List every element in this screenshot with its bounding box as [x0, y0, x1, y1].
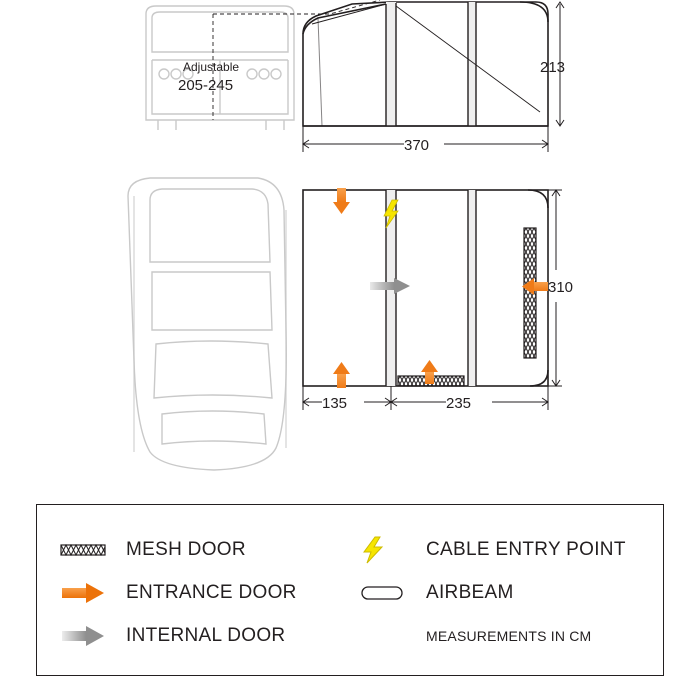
awning-plan-view: [303, 188, 548, 388]
legend-item-airbeam: [360, 580, 660, 606]
lightning-bolt-icon: [360, 537, 412, 563]
mesh-door-icon: [60, 537, 112, 563]
adjustable-label: Adjustable: [183, 60, 240, 74]
dimension-135-label: 135: [322, 395, 348, 412]
adjustable-range: 205-245: [178, 77, 234, 94]
entrance-door-arrow-bottom: [333, 362, 350, 388]
dimension-width-370-label: 370: [404, 137, 430, 154]
legend-label-cable-entry-point: CABLE ENTRY POINT: [426, 538, 626, 560]
orange-arrow-icon: [60, 580, 112, 606]
airbeam-icon: [360, 580, 412, 606]
legend-label-entrance-door: ENTRANCE DOOR: [126, 581, 297, 603]
vehicle-plan-view: [128, 178, 286, 470]
spacer-icon: [360, 623, 412, 649]
legend-label-mesh-door: MESH DOOR: [126, 538, 246, 560]
dimension-depth-310-label: 310: [548, 279, 574, 296]
legend-item-measurements-note: [360, 623, 660, 649]
legend-item-entrance-door: [60, 580, 360, 606]
grey-arrow-icon: [60, 623, 112, 649]
legend-grid: [60, 528, 660, 658]
legend-item-internal-door: [60, 623, 360, 649]
legend-item-cable-entry-point: [360, 537, 660, 563]
legend-item-mesh-door: [60, 537, 360, 563]
legend-label-airbeam: AIRBEAM: [426, 581, 514, 603]
legend-label-measurements-note: MEASUREMENTS IN CM: [426, 628, 592, 645]
legend-label-internal-door: INTERNAL DOOR: [126, 625, 286, 647]
entrance-door-arrow-top: [333, 188, 350, 214]
dimension-235-label: 235: [446, 395, 472, 412]
dimension-height-213-label: 213: [540, 59, 566, 76]
awning-side-elevation: [303, 2, 548, 126]
